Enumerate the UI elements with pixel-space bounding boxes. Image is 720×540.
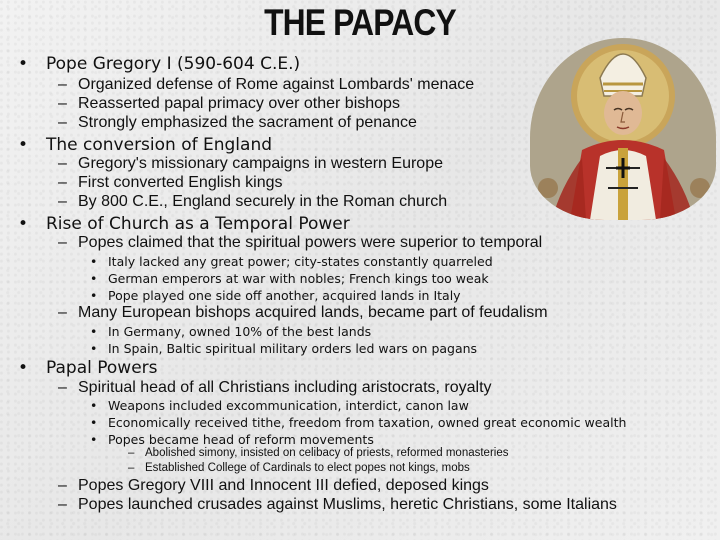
- dash-marker: –: [58, 174, 67, 191]
- dash-marker: –: [128, 462, 135, 474]
- dash-marker: –: [128, 447, 135, 459]
- list-item: Popes Gregory VIII and Innocent III defied, deposed kings: [78, 477, 489, 494]
- bullet-marker: •: [90, 271, 98, 286]
- sub-sub-list-item: Abolished simony, insisted on celibacy of priests, reformed monasteries: [145, 447, 509, 459]
- bullet-marker: •: [90, 415, 98, 430]
- sub-sub-list-item: Established College of Cardinals to elect popes not kings, mobs: [145, 462, 470, 474]
- list-item: First converted English kings: [78, 174, 283, 191]
- sub-list-item: Pope played one side off another, acquired lands in Italy: [108, 288, 461, 303]
- list-item: Many European bishops acquired lands, became part of feudalism: [78, 304, 548, 321]
- dash-marker: –: [58, 496, 67, 513]
- dash-marker: –: [58, 114, 67, 131]
- list-item: Popes launched crusades against Muslims, heretic Christians, some Italians: [78, 496, 617, 513]
- section-heading: The conversion of England: [46, 135, 273, 155]
- sub-list-item: In Germany, owned 10% of the best lands: [108, 324, 372, 339]
- slide-title: THE PAPACY: [264, 2, 456, 43]
- dash-marker: –: [58, 95, 67, 112]
- dash-marker: –: [58, 304, 67, 321]
- list-item: By 800 C.E., England securely in the Roman church: [78, 193, 448, 210]
- list-item: Popes claimed that the spiritual powers were superior to temporal: [78, 234, 543, 251]
- sub-list-item: Economically received tithe, freedom from taxation, owned great economic wealth: [108, 415, 627, 430]
- list-item: Spiritual head of all Christians including aristocrats, royalty: [78, 379, 492, 396]
- bullet-marker: •: [90, 398, 98, 413]
- sub-list-item: German emperors at war with nobles; French kings too weak: [108, 271, 489, 286]
- bullet-marker: •: [90, 341, 98, 356]
- dash-marker: –: [58, 379, 67, 396]
- list-item: Gregory's missionary campaigns in western Europe: [78, 155, 443, 172]
- section-heading: Papal Powers: [46, 358, 158, 378]
- bullet-marker: •: [90, 288, 98, 303]
- sub-list-item: In Spain, Baltic spiritual military orders led wars on pagans: [108, 341, 478, 356]
- list-item: Reasserted papal primacy over other bishops: [78, 95, 400, 112]
- dash-marker: –: [58, 477, 67, 494]
- sub-list-item: Weapons included excommunication, interdict, canon law: [108, 398, 469, 413]
- section-heading: Rise of Church as a Temporal Power: [46, 214, 350, 234]
- dash-marker: –: [58, 234, 67, 251]
- dash-marker: –: [58, 76, 67, 93]
- list-item: Organized defense of Rome against Lombards' menace: [78, 76, 475, 93]
- bullet-marker: •: [90, 324, 98, 339]
- pope-portrait-image: [530, 38, 716, 220]
- bullet-marker: •: [18, 214, 29, 234]
- sub-list-item: Popes became head of reform movements: [108, 432, 374, 447]
- list-item: Strongly emphasized the sacrament of penance: [78, 114, 417, 131]
- pope-portrait-illustration: [530, 38, 716, 220]
- bullet-marker: •: [90, 254, 98, 269]
- bullet-marker: •: [18, 135, 29, 155]
- sub-list-item: Italy lacked any great power; city-states constantly quarreled: [108, 254, 493, 269]
- bullet-marker: •: [18, 358, 29, 378]
- dash-marker: –: [58, 155, 67, 172]
- bullet-marker: •: [18, 54, 29, 74]
- dash-marker: –: [58, 193, 67, 210]
- bullet-marker: •: [90, 432, 98, 447]
- section-heading: Pope Gregory I (590-604 C.E.): [46, 54, 301, 74]
